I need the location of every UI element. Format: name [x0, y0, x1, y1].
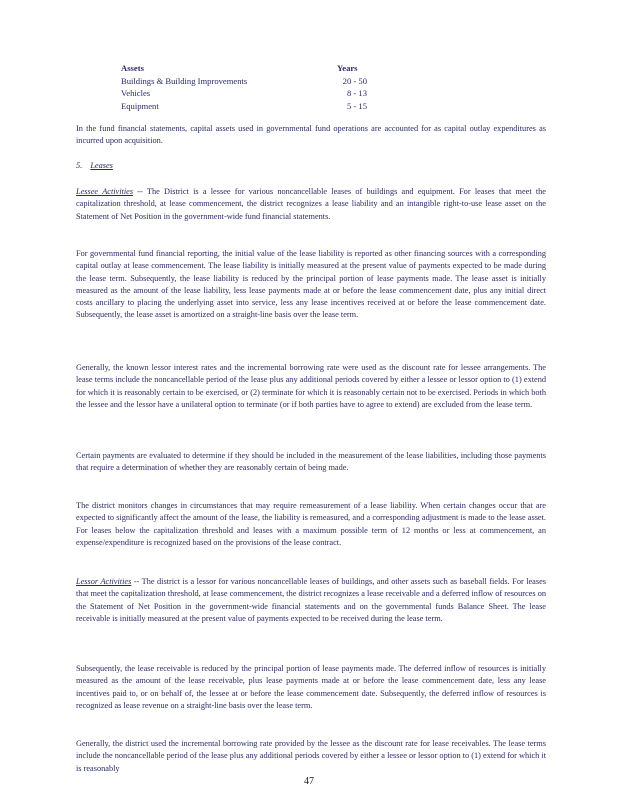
- asset-label: Buildings & Building Improvements: [121, 75, 248, 86]
- lessee-text-1: -- The District is a lessee for various noncancellable leases of buildings and equipment. For leases that meet the capitalization threshold, at lease commencement, the district recognizes a lease liability and an intangible right-to-use lease asset on the Statement of Net Position in the government-wide fund financial statements.: [76, 187, 546, 221]
- page-number: 47: [304, 776, 314, 787]
- section-heading: [76, 161, 113, 170]
- intro-paragraph: In the fund financial statements, capital assets used in governmental fund operations are accounted for as capital outlay expenditures as incurred upon acquisition.: [76, 124, 546, 146]
- table-row: [121, 75, 371, 88]
- table-header-row: [121, 62, 371, 75]
- table-row: [121, 87, 371, 100]
- lessee-paragraph-4: Certain payments are evaluated to determine if they should be included in the measurement of the lease liabilities, including those payments that require a determination of whether they are reasonably certain of being made.: [76, 451, 546, 473]
- section-title: Leases: [90, 161, 113, 170]
- lessee-paragraph-5: The district monitors changes in circumstances that may require remeasurement of a lease liability. When certain changes occur that are expected to significantly affect the amount of the lease, the liability is remeasured, and a corresponding adjustment is made to the lease asset. For leases below the capitalization threshold and leases with a maximum possible term of 12 months or less at commencement, an expense/expenditure is recognized based on the provisions of the lease contract.: [76, 501, 546, 547]
- asset-years: 8 - 13: [346, 88, 367, 98]
- years-column-header: Years: [337, 63, 358, 73]
- lessee-paragraph-3: Generally, the known lessor interest rates and the incremental borrowing rate were used as the discount rate for lessee arrangements. The lease terms include the noncancellable period of the lease plus any additional periods covered by either a lessee or lessor option to (1) extend for which it is reasonably certain to be exercised, or (2) terminate for which it is reasonably certain not to be exercised. Periods in which both the lessee and the lessor have a unilateral option to terminate (or if both parties have to agree to extend) are excluded from the lease term.: [76, 363, 546, 409]
- lessee-paragraph-1: [76, 186, 546, 223]
- asset-label: Vehicles: [121, 88, 151, 98]
- lessor-lead: Lessor Activities: [76, 577, 132, 586]
- lessor-paragraph-3: Generally, the district used the incremental borrowing rate provided by the lessee as the discount rate for lease receivables. The lease terms include the noncancellable period of the lease plus any additional periods covered by either a lessee or lessor option to (1) extend for which it is reasonably: [76, 739, 546, 773]
- useful-lives-table: [121, 62, 371, 112]
- section-number: 5.: [76, 161, 83, 170]
- lessee-paragraph-2: For governmental fund financial reporting, the initial value of the lease liability is reported as other financing sources with a corresponding capital outlay at lease commencement. The lease liability is initially measured at the present value of payments expected to be made during the lease term. Subsequently, the lease liability is reduced by the principal portion of lease payments made. The lease asset is initially measured as the amount of the lease liability, less lease payments made at or before the lease commencement date, plus any initial direct costs ancillary to placing the underlying asset into service, less any lease incentives received at or before the lease commencement date. Subsequently, the lease asset is amortized on a straight-line basis over the lease term.: [76, 249, 546, 320]
- lessee-lead: Lessee Activities: [76, 187, 134, 196]
- asset-years: 5 - 15: [346, 100, 367, 111]
- assets-column-header: Assets: [121, 63, 144, 73]
- table-row: [121, 100, 371, 113]
- lessor-text-1: -- The district is a lessor for various noncancellable leases of buildings, and other assets such as baseball fields. For leases that meet the capitalization threshold, at lease commencement, the district recognizes a lease receivable and a deferred inflow of resources on the Statement of Net Position in the government-wide financial statements and on the governmental funds Balance Sheet. The lease receivable is initially measured at the present value of payments expected to be received during the lease term.: [76, 577, 547, 623]
- lessor-paragraph-1: [76, 576, 546, 625]
- asset-years: 20 - 50: [342, 75, 367, 86]
- asset-label: Equipment: [121, 100, 159, 111]
- lessor-paragraph-2: Subsequently, the lease receivable is reduced by the principal portion of lease payments made. The deferred inflow of resources is initially measured as the amount of the lease receivable, plus lease payments made at or before the lease commencement date, less any lease incentives paid to, or on behalf of, the lessee at or before the lease commencement date. Subsequently, the deferred inflow of resources is recognized as lease revenue on a straight-line basis over the lease term.: [76, 664, 546, 710]
